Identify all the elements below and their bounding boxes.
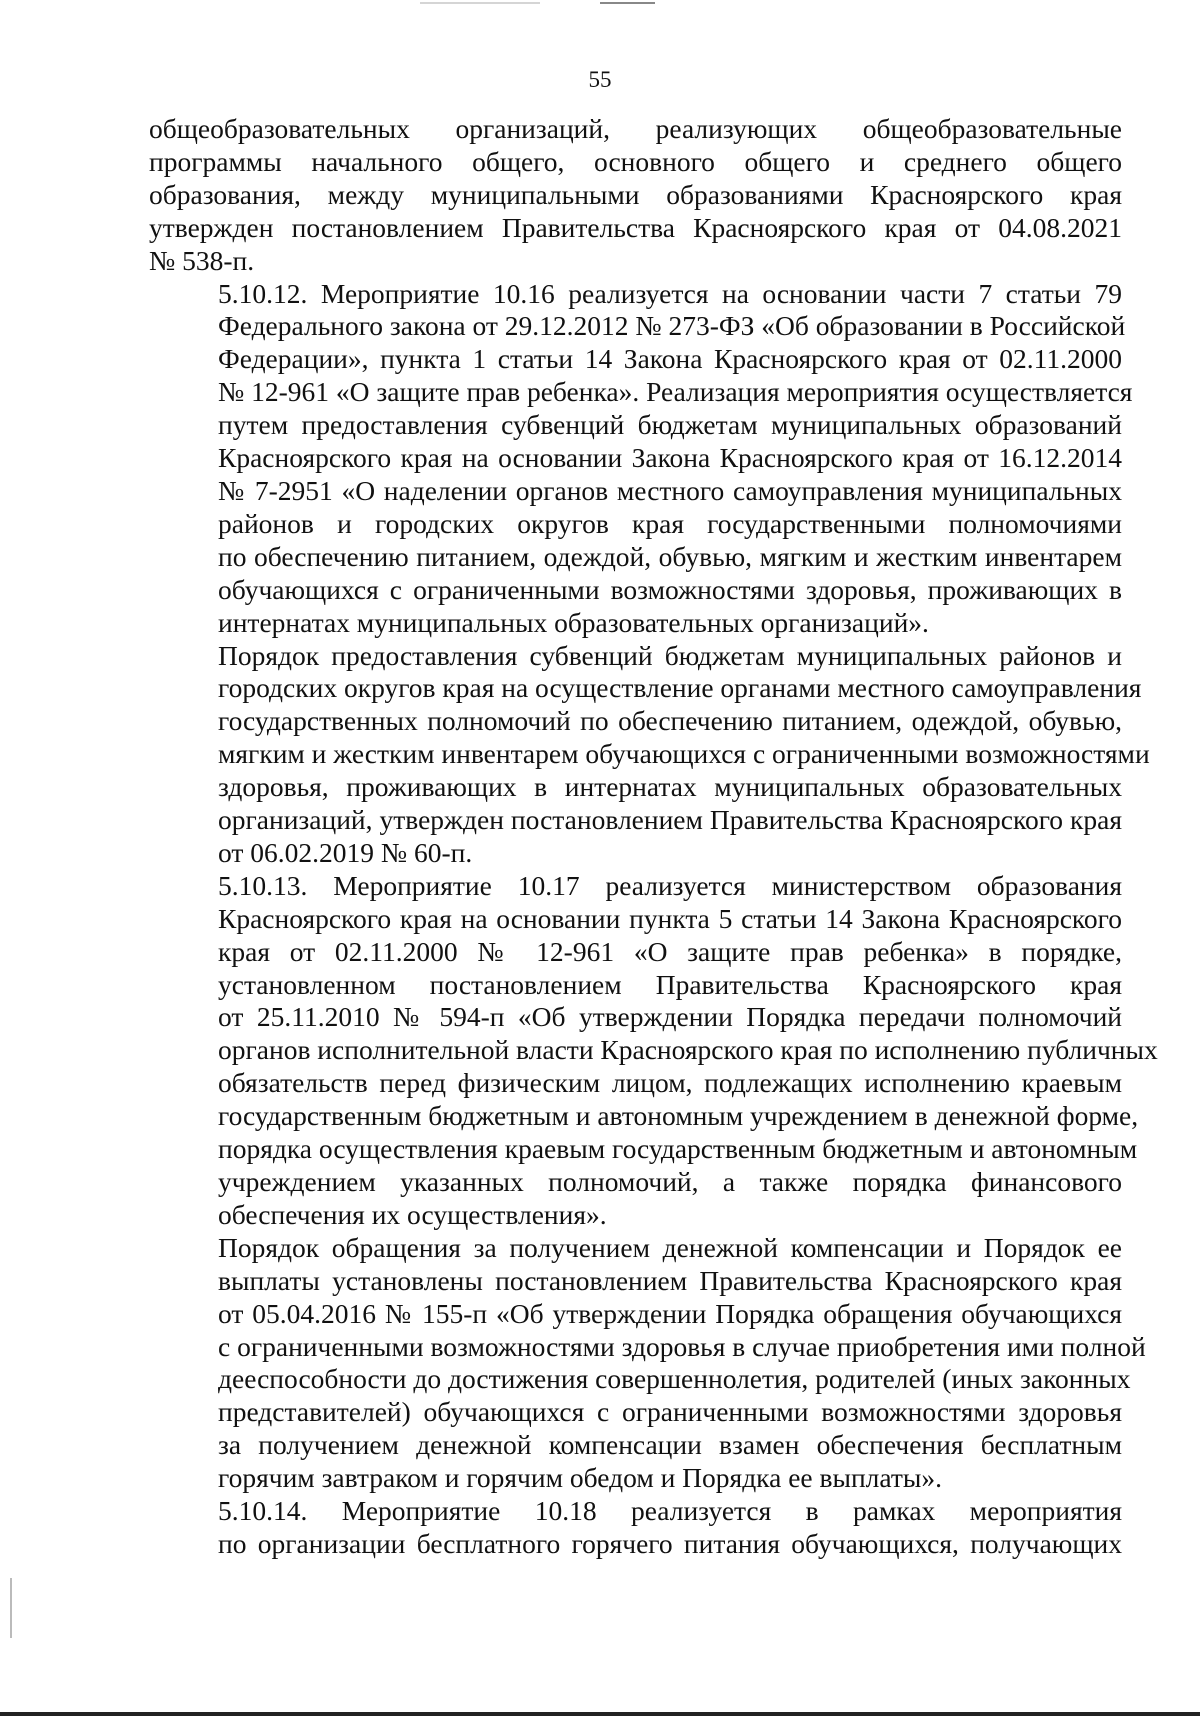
text-line: путем предоставления субвенций бюджетам муниципальных образований [218, 409, 1122, 441]
text-line: мягким и жестким инвентарем обучающихся с ограниченными возможностями [218, 738, 1150, 770]
text-line: № 7-2951 «О наделении органов местного самоуправления муниципальных [218, 474, 1122, 506]
text-line: установленном постановлением Правительства Красноярского края [218, 968, 1122, 1000]
text-line: от 25.11.2010 № 594-п «Об утверждении Порядка передачи полномочий [218, 1001, 1122, 1033]
text-line: обязательств перед физическим лицом, подлежащих исполнению краевым [218, 1067, 1122, 1099]
scan-artifact-bottom-edge [0, 1712, 1200, 1716]
text-line: дееспособности до достижения совершеннолетия, родителей (иных законных [218, 1363, 1131, 1395]
page-number: 55 [588, 67, 612, 92]
text-line: Федерального закона от 29.12.2012 № 273-ФЗ «Об образовании в Российской [218, 310, 1126, 342]
text-line: органов исполнительной власти Красноярского края по исполнению публичных [218, 1034, 1158, 1066]
text-line: Порядок обращения за получением денежной компенсации и Порядок ее [218, 1231, 1122, 1263]
text-line: обучающихся с ограниченными возможностями здоровья, проживающих в [218, 573, 1122, 605]
text-line: Красноярского края на основании Закона Красноярского края от 16.12.2014 [218, 442, 1122, 474]
text-line: порядка осуществления краевым государственным бюджетным и автономным [218, 1133, 1138, 1165]
text-line: края от 02.11.2000 № 12-961 «О защите прав ребенка» в порядке, [218, 935, 1122, 967]
text-line: представителей) обучающихся с ограниченными возможностями здоровья [218, 1396, 1122, 1428]
text-line: по обеспечению питанием, одеждой, обувью, мягким и жестким инвентарем [218, 540, 1122, 572]
text-line: выплаты установлены постановлением Правительства Красноярского края [218, 1264, 1122, 1296]
text-line: Красноярского края на основании пункта 5 статьи 14 Закона Красноярского [218, 902, 1122, 934]
document-body [149, 113, 1158, 1561]
text-line: государственных полномочий по обеспечению питанием, одеждой, обувью, [218, 705, 1122, 737]
text-line: № 538-п. [149, 244, 255, 276]
text-line: государственным бюджетным и автономным учреждением в денежной форме, [218, 1100, 1139, 1132]
text-line: организаций, утвержден постановлением Правительства Красноярского края [218, 804, 1122, 836]
text-line: Федерации», пункта 1 статьи 14 Закона Красноярского края от 02.11.2000 [218, 343, 1122, 375]
text-line: районов и городских округов края государственными полномочиями [218, 507, 1122, 539]
text-line: 5.10.14. Мероприятие 10.18 реализуется в рамках мероприятия [218, 1495, 1122, 1527]
text-line: обеспечения их осуществления». [218, 1198, 607, 1230]
text-line: Порядок предоставления субвенций бюджетам муниципальных районов и [218, 639, 1122, 671]
text-line: от 06.02.2019 № 60-п. [218, 836, 473, 868]
scan-artifact-left-edge [10, 1578, 12, 1638]
text-line: по организации бесплатного горячего питания обучающихся, получающих [218, 1527, 1122, 1559]
text-line: с ограниченными возможностями здоровья в случае приобретения ими полной [218, 1330, 1146, 1362]
text-line: горячим завтраком и горячим обедом и Порядка ее выплаты». [218, 1462, 943, 1494]
paragraph [149, 277, 1133, 640]
text-line: программы начального общего, основного общего и среднего общего [149, 145, 1122, 177]
paragraph [149, 1495, 1122, 1561]
paragraph [149, 1231, 1146, 1495]
text-line: учреждением указанных полномочий, а также порядка финансового [218, 1166, 1122, 1197]
text-line: городских округов края на осуществление органами местного самоуправления [218, 672, 1142, 704]
paragraph [149, 113, 1122, 278]
text-line: общеобразовательных организаций, реализующих общеобразовательные [149, 113, 1122, 144]
text-line: за получением денежной компенсации взамен обеспечения бесплатным [218, 1429, 1122, 1461]
scan-artifact-top-right [600, 2, 655, 4]
text-line: 5.10.12. Мероприятие 10.16 реализуется на основании части 7 статьи 79 [218, 277, 1122, 309]
text-line: здоровья, проживающих в интернатах муниципальных образовательных [218, 771, 1122, 803]
scan-artifact-top-left [420, 2, 540, 4]
text-line: 5.10.13. Мероприятие 10.17 реализуется министерством образования [218, 869, 1122, 901]
text-line: образования, между муниципальными образованиями Красноярского края [149, 178, 1122, 210]
text-line: утвержден постановлением Правительства Красноярского края от 04.08.2021 [149, 211, 1122, 243]
paragraph [149, 869, 1158, 1232]
text-line: интернатах муниципальных образовательных организаций». [218, 606, 929, 638]
text-line: от 05.04.2016 № 155-п «Об утверждении Порядка обращения обучающихся [218, 1297, 1122, 1329]
text-line: № 12-961 «О защите прав ребенка». Реализация мероприятия осуществляется [218, 376, 1133, 408]
paragraph [149, 639, 1150, 870]
